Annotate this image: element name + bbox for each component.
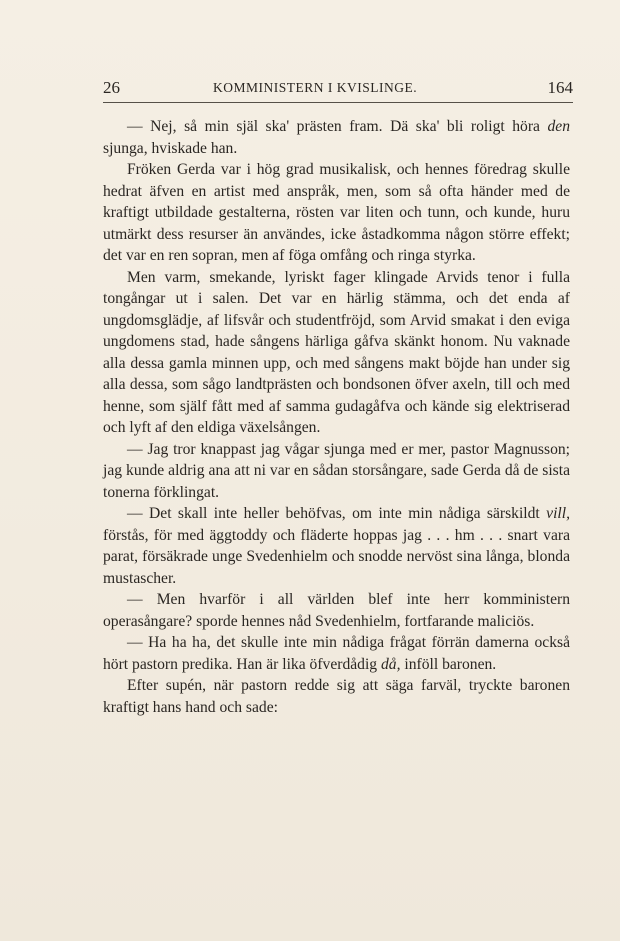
text-run: Men varm, smekande, lyriskt fager klingade Arvids tenor i fulla tongångar ut i salen. Det var en härlig stämma, och det enda af ungdomsglädje, af lifsvår och studentfröjd, som Arvid smakat i den eviga ungdomens stad, hade sångens härliga gåfva skänkt honom. Nu vaknade alla dessa gamla minnen upp, och med sångens makt böjde han under sig alla dessa, som sågo landtprästen och bondsonen öfver axeln, till och med henne, som själf fått med af samma gudagåfva och kände sig elektriserad och lyft af den eldiga växelsången.: [103, 268, 570, 436]
text-run: sjunga, hviskade han.: [103, 139, 238, 157]
page-number-right: 164: [547, 78, 573, 97]
paragraph: [103, 632, 570, 675]
page-number-left: 26: [103, 78, 120, 97]
text-run: Fröken Gerda var i hög grad musikalisk, och hennes föredrag skulle hedrat äfven en artist med anspråk, men, som så ofta händer med de kraftigt utbildade gestalterna, rösten var liten och tunn, och kunde, huru utmärkt dess resurser än användes, icke åstadkomma någon större effekt; det var en ren sopran, men af föga omfång och ringa styrka.: [103, 161, 570, 264]
emphasized-text: då,: [381, 655, 401, 673]
paragraph: [103, 503, 570, 589]
emphasized-text: vill,: [546, 505, 570, 522]
text-run: — Jag tror knappast jag vågar sjunga med er mer, pastor Magnusson; jag kunde aldrig ana att ni var en sådan storsångare, sade Gerda då de sista tonerna förklingat.: [103, 440, 570, 501]
paragraph: [103, 675, 570, 718]
paragraph: [103, 589, 570, 632]
text-run: förstås, för med äggtoddy och fläderte hoppas jag . . . hm . . . snart vara parat, försäkrade unge Svedenhielm och snodde nervöst sina långa, blonda mustascher.: [103, 526, 570, 587]
text-run: — Ha ha ha, det skulle inte min nådiga frågat förrän damerna också hört pastorn predika. Han är lika öfverdådig: [103, 634, 570, 673]
text-run: — Det skall inte heller behöfvas, om inte min nådiga särskildt: [127, 505, 547, 522]
header-rule: [103, 102, 573, 103]
emphasized-text: den: [547, 118, 570, 135]
body-text: [103, 116, 570, 718]
text-run: — Nej, så min själ ska' prästen fram. Dä ska' bli roligt höra: [127, 118, 548, 135]
paragraph: [103, 439, 570, 504]
running-title: KOMMINISTERN I KVISLINGE.: [213, 80, 418, 95]
paragraph: [103, 116, 570, 159]
paragraph: [103, 267, 570, 439]
paragraph: [103, 159, 570, 267]
running-header: [103, 78, 573, 100]
text-run: — Men hvarför i all världen blef inte herr komministern operasångare? sporde hennes nåd Svedenhielm, fortfarande maliciös.: [103, 591, 570, 630]
text-run: Efter supén, när pastorn redde sig att säga farväl, tryckte baronen kraftigt hans hand och sade:: [103, 677, 570, 716]
text-run: inföll baronen.: [400, 655, 497, 673]
